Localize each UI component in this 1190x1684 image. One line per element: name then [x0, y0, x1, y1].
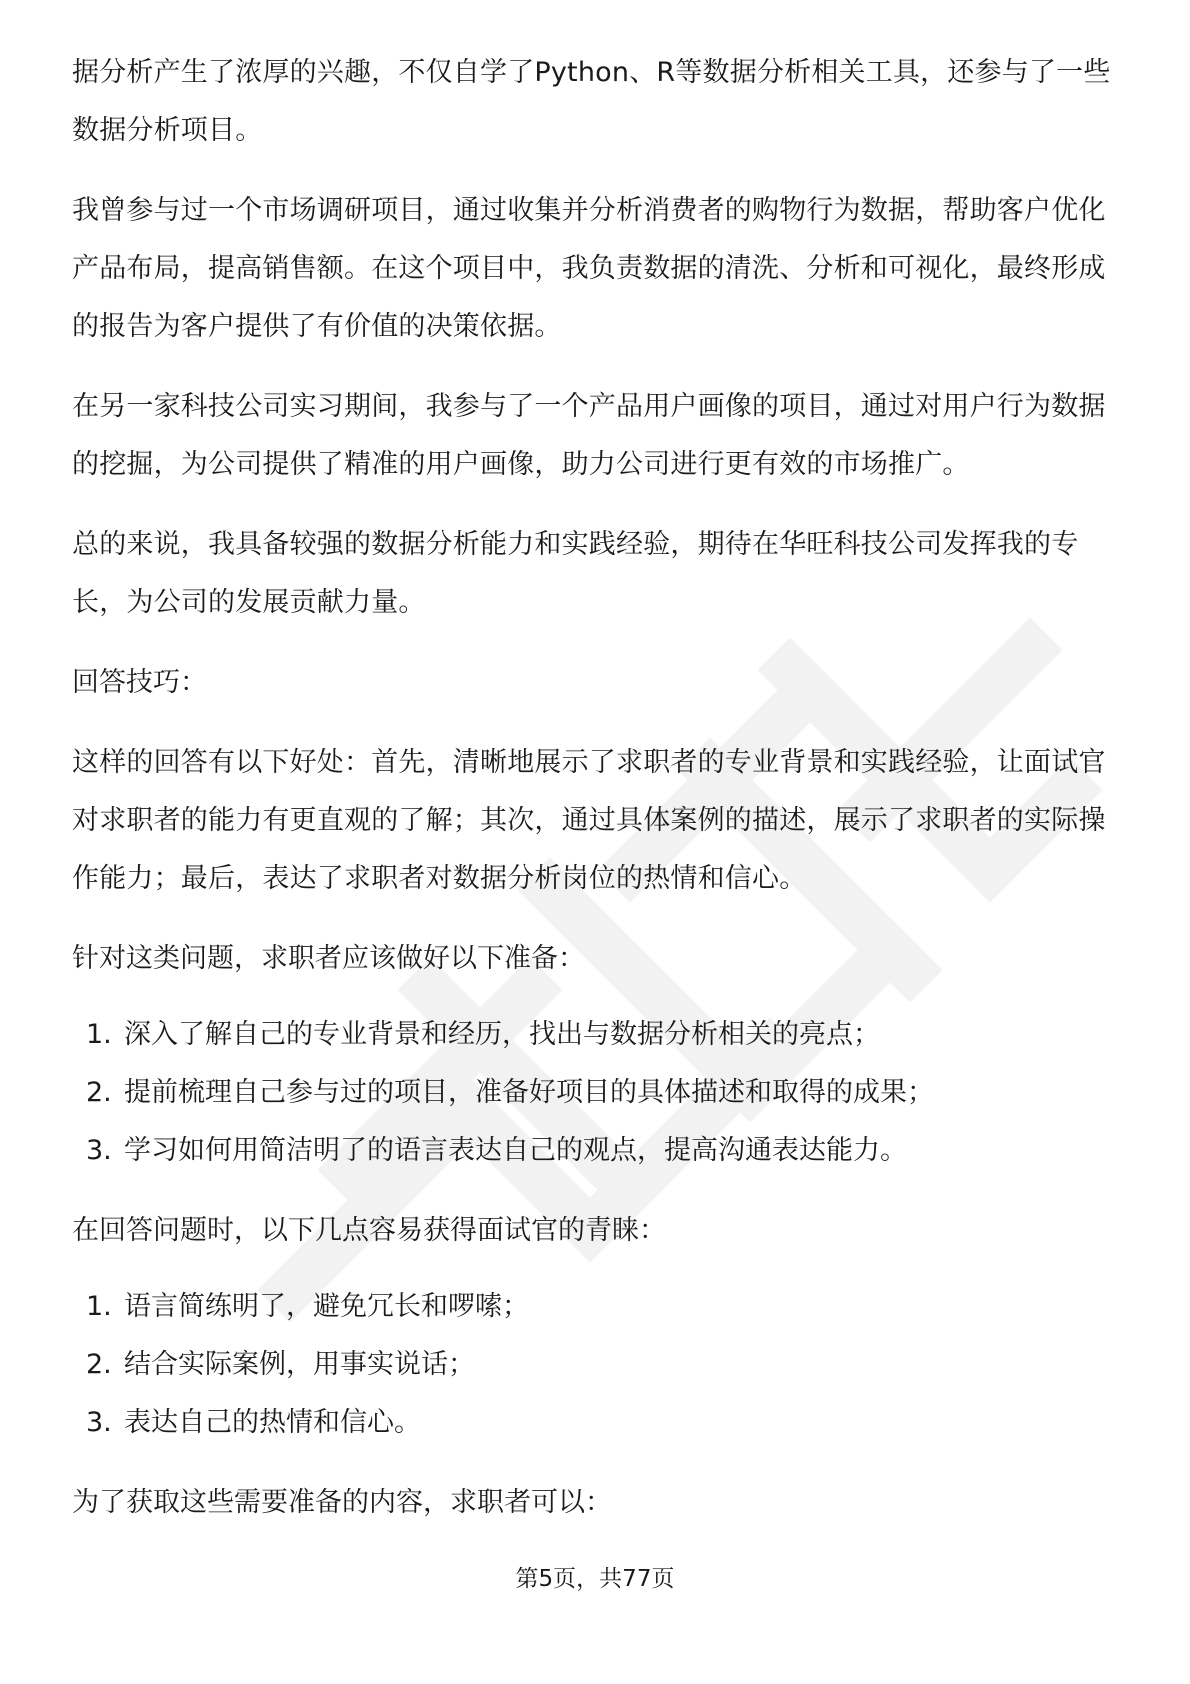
- list-item: [72, 1006, 1122, 1064]
- list-item-text: 结合实际案例，用事实说话；: [124, 1349, 475, 1380]
- list-item-number: 2.: [86, 1349, 112, 1380]
- tips-paragraph: 这样的回答有以下好处：首先，清晰地展示了求职者的专业背景和实践经验，让面试官对求职者的能力有更直观的了解；其次，通过具体案例的描述，展示了求职者的实际操作能力；最后，表达了求职者对数据分析岗位的热情和信心。: [72, 747, 1106, 894]
- list-item-text: 深入了解自己的专业背景和经历，找出与数据分析相关的亮点；: [124, 1019, 880, 1050]
- list-item-number: 2.: [86, 1077, 112, 1108]
- prep-heading: 针对这类问题，求职者应该做好以下准备：: [72, 943, 585, 974]
- list-item-text: 表达自己的热情和信心。: [124, 1407, 421, 1438]
- paragraph-market-research-project: 我曾参与过一个市场调研项目，通过收集并分析消费者的购物行为数据，帮助客户优化产品布局，提高销售额。在这个项目中，我负责数据的清洗、分析和可视化，最终形成的报告为客户提供了有价值的决策依据。: [72, 195, 1106, 342]
- list-item-number: 3.: [86, 1135, 112, 1166]
- list-item-number: 1.: [86, 1019, 112, 1050]
- paragraph-user-profile-project: 在另一家科技公司实习期间，我参与了一个产品用户画像的项目，通过对用户行为数据的挖掘，为公司提供了精准的用户画像，助力公司进行更有效的市场推广。: [72, 391, 1106, 480]
- list-item: [72, 1122, 1122, 1180]
- list-item-text: 学习如何用简洁明了的语言表达自己的观点，提高沟通表达能力。: [124, 1135, 907, 1166]
- list-item-number: 1.: [86, 1291, 112, 1322]
- list-item: [72, 1336, 1122, 1394]
- document-body: [72, 44, 1122, 1554]
- list-item-number: 3.: [86, 1407, 112, 1438]
- paragraph-intro-continuation: 据分析产生了浓厚的兴趣，不仅自学了Python、R等数据分析相关工具，还参与了一些数据分析项目。: [72, 57, 1111, 146]
- list-item-text: 提前梳理自己参与过的项目，准备好项目的具体描述和取得的成果；: [124, 1077, 934, 1108]
- favor-list: [72, 1278, 1122, 1452]
- closing-heading: 为了获取这些需要准备的内容，求职者可以：: [72, 1487, 612, 1518]
- paragraph-summary: 总的来说，我具备较强的数据分析能力和实践经验，期待在华旺科技公司发挥我的专长，为公司的发展贡献力量。: [72, 529, 1079, 618]
- favor-heading: 在回答问题时，以下几点容易获得面试官的青睐：: [72, 1215, 666, 1246]
- list-item: [72, 1064, 1122, 1122]
- list-item: [72, 1394, 1122, 1452]
- prep-list: [72, 1006, 1122, 1180]
- page-footer: 第5页，共77页: [515, 1566, 675, 1592]
- list-item-text: 语言简练明了，避免冗长和啰嗦；: [124, 1291, 529, 1322]
- list-item: [72, 1278, 1122, 1336]
- tips-heading: 回答技巧：: [72, 667, 207, 698]
